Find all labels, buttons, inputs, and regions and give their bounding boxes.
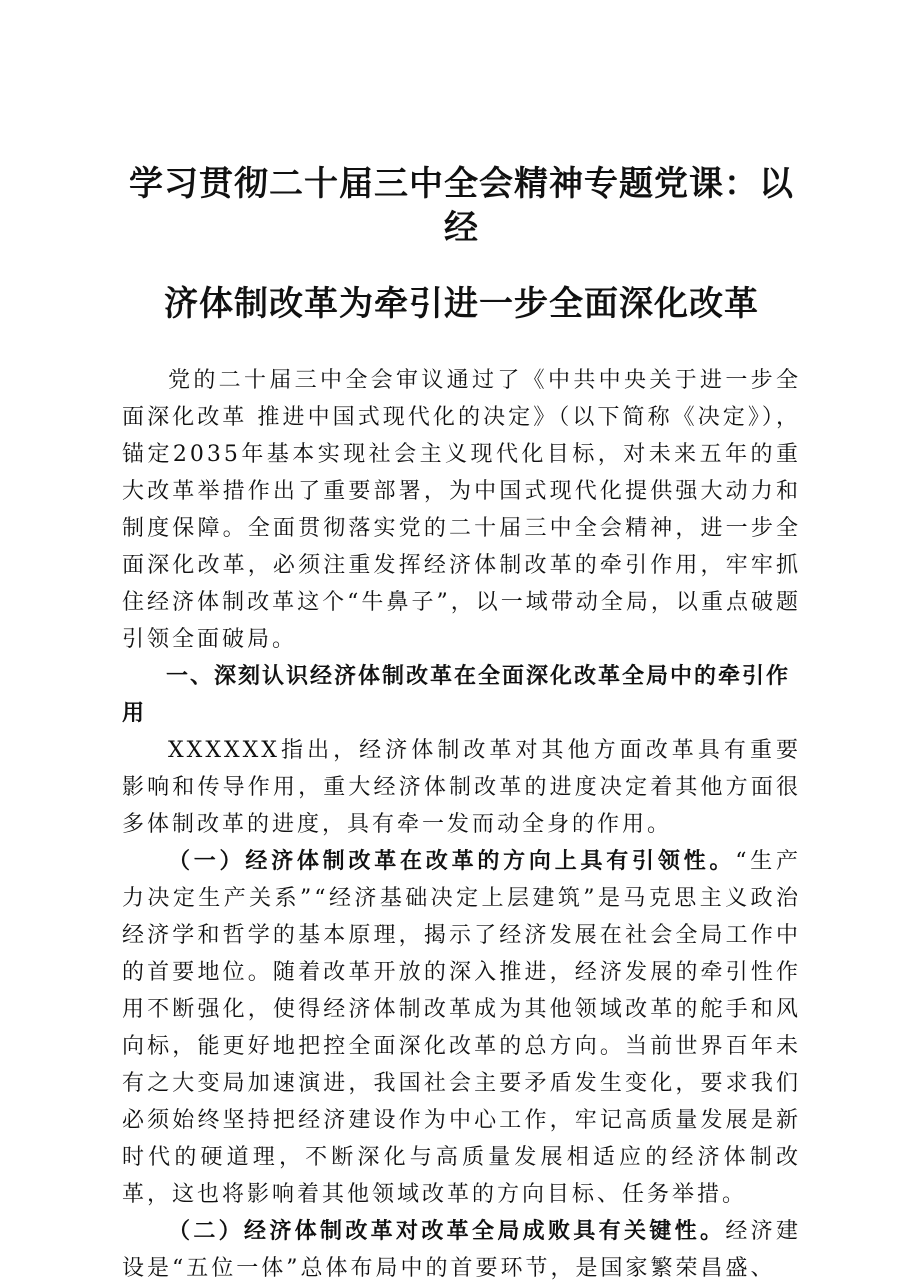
section-1-heading: 一、深刻认识经济体制改革在全面深化改革全局中的牵引作用	[122, 664, 791, 726]
subsection-1-paragraph	[122, 843, 801, 1213]
subsection-2-body: 经济建设是“五位一体”总体布局中的首要环节，是国家繁荣昌盛、	[122, 1219, 801, 1281]
intro-paragraph: 党的二十届三中全会审议通过了《中共中央关于进一步全面深化改革 推进中国式现代化的决定》（以下简称《决定》），锚定2035年基本实现社会主义现代化目标，对未来五年的重大改革举措作出了重要部署，为中国式现代化提供强大动力和制度保障。全面贯彻落实党的二十届三中全会精神，进一步全面深化改革，必须注重发挥经济体制改革的牵引作用，牢牢抓住经济体制改革这个“牛鼻子”，以一域带动全局，以重点破题引领全面破局。	[122, 368, 801, 652]
section-1-paragraph: XXXXXX指出，经济体制改革对其他方面改革具有重要影响和传导作用，重大经济体制改革的进度决定着其他方面很多体制改革的进度，具有牵一发而动全身的作用。	[122, 738, 801, 837]
subsection-1-body: “生产力决定生产关系”“经济基础决定上层建筑”是马克思主义政治经济学和哲学的基本原理，揭示了经济发展在社会全局工作中的首要地位。随着改革开放的深入推进，经济发展的牵引性作用不断强化，使得经济体制改革成为其他领域改革的舵手和风向标，能更好地把控全面深化改革的总方向。当前世界百年未有之大变局加速演进，我国社会主要矛盾发生变化，要求我们必须始终坚持把经济建设作为中心工作，牢记高质量发展是新时代的硬道理，不断深化与高质量发展相适应的经济体制改革，这也将影响着其他领域改革的方向目标、任务举措。	[122, 849, 801, 1207]
document-title-line-2: 济体制改革为牵引进一步全面深化改革	[164, 284, 759, 324]
subsection-1-lead: （一）经济体制改革在改革的方向上具有引领性。	[168, 849, 736, 874]
document-title-line-1: 学习贯彻二十届三中全会精神专题党课：以经	[129, 164, 794, 248]
subsection-2-lead: （二）经济体制改革对改革全局成败具有关键性。	[168, 1219, 726, 1244]
subsection-2-paragraph	[122, 1213, 801, 1287]
